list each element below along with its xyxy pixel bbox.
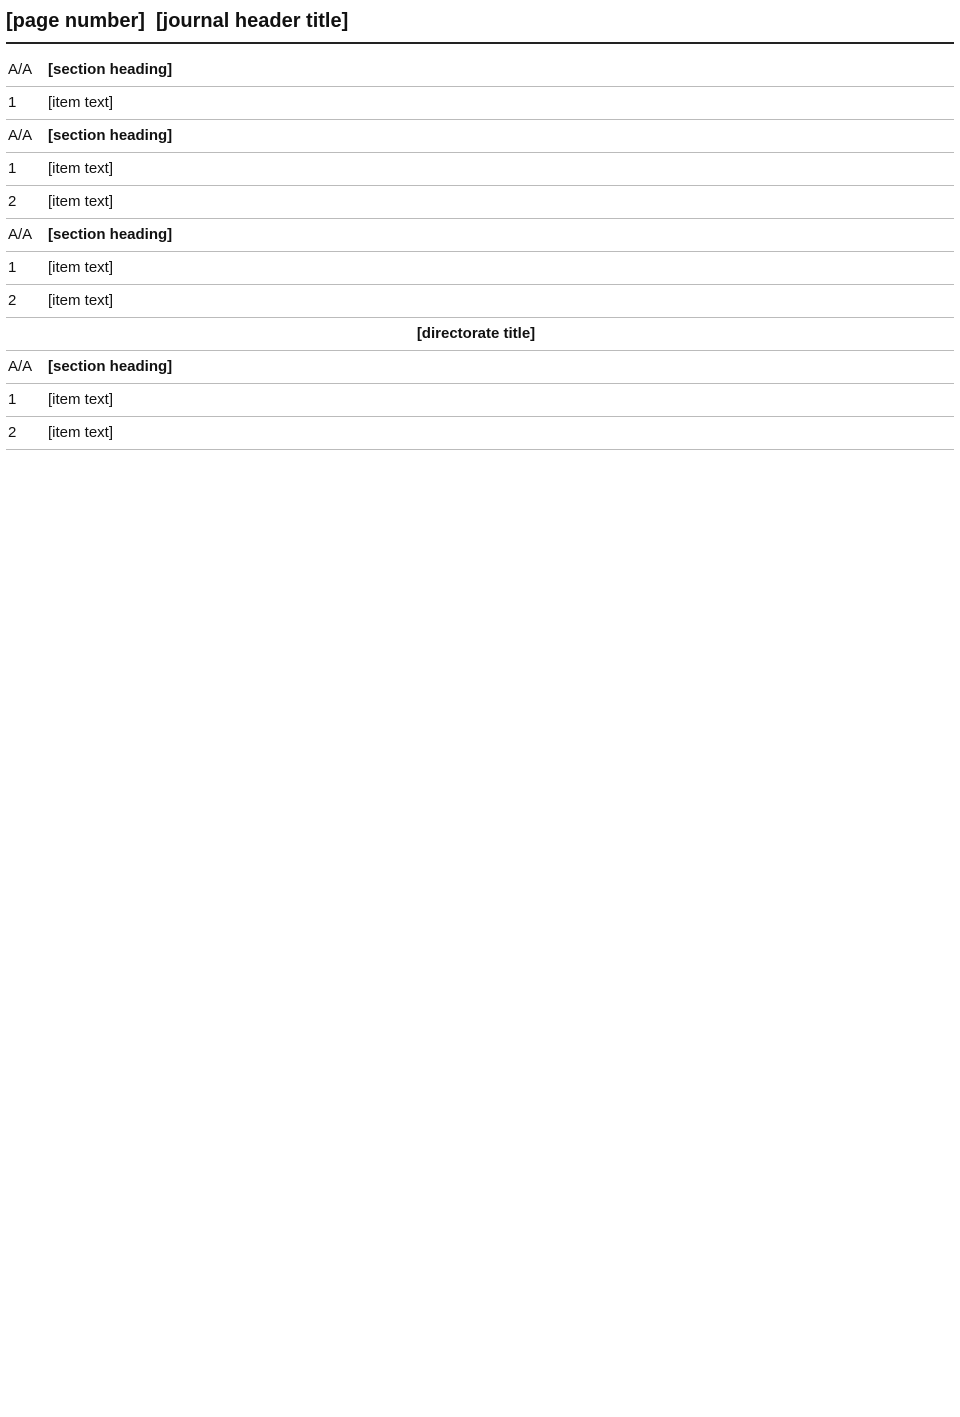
row-mark: 2 <box>8 423 17 441</box>
row-text: [item text] <box>48 93 114 111</box>
row-mark: 1 <box>8 159 17 177</box>
row-text: [section heading] <box>48 60 173 78</box>
table-row <box>6 153 954 186</box>
row-text: [item text] <box>48 423 114 441</box>
section-heading-row <box>6 120 954 153</box>
page-header <box>6 0 954 44</box>
row-text: [section heading] <box>48 357 173 375</box>
row-mark: A/A <box>8 126 33 144</box>
section-heading-row <box>6 54 954 87</box>
row-text: [item text] <box>48 159 114 177</box>
row-mark: 2 <box>8 192 17 210</box>
directorate-title-row <box>6 318 954 351</box>
table-row <box>6 87 954 120</box>
header-title: [journal header title] <box>156 9 349 32</box>
table-row <box>6 252 954 285</box>
row-mark: A/A <box>8 225 33 243</box>
row-text: [item text] <box>48 192 114 210</box>
row-mark: 1 <box>8 258 17 276</box>
targets-table <box>6 54 954 450</box>
row-mark: 1 <box>8 390 17 408</box>
row-text: [section heading] <box>48 225 173 243</box>
row-mark: A/A <box>8 60 33 78</box>
row-text: [item text] <box>48 291 114 309</box>
page-number: [page number] <box>6 9 145 32</box>
row-mark: 2 <box>8 291 17 309</box>
row-text: [item text] <box>48 258 114 276</box>
table-row <box>6 285 954 318</box>
section-heading-row <box>6 351 954 384</box>
row-text: [item text] <box>48 390 114 408</box>
row-mark: 1 <box>8 93 17 111</box>
row-text: [directorate title] <box>416 324 536 342</box>
row-mark: A/A <box>8 357 33 375</box>
table-row <box>6 417 954 450</box>
row-text: [section heading] <box>48 126 173 144</box>
table-row <box>6 186 954 219</box>
table-row <box>6 384 954 417</box>
section-heading-row <box>6 219 954 252</box>
